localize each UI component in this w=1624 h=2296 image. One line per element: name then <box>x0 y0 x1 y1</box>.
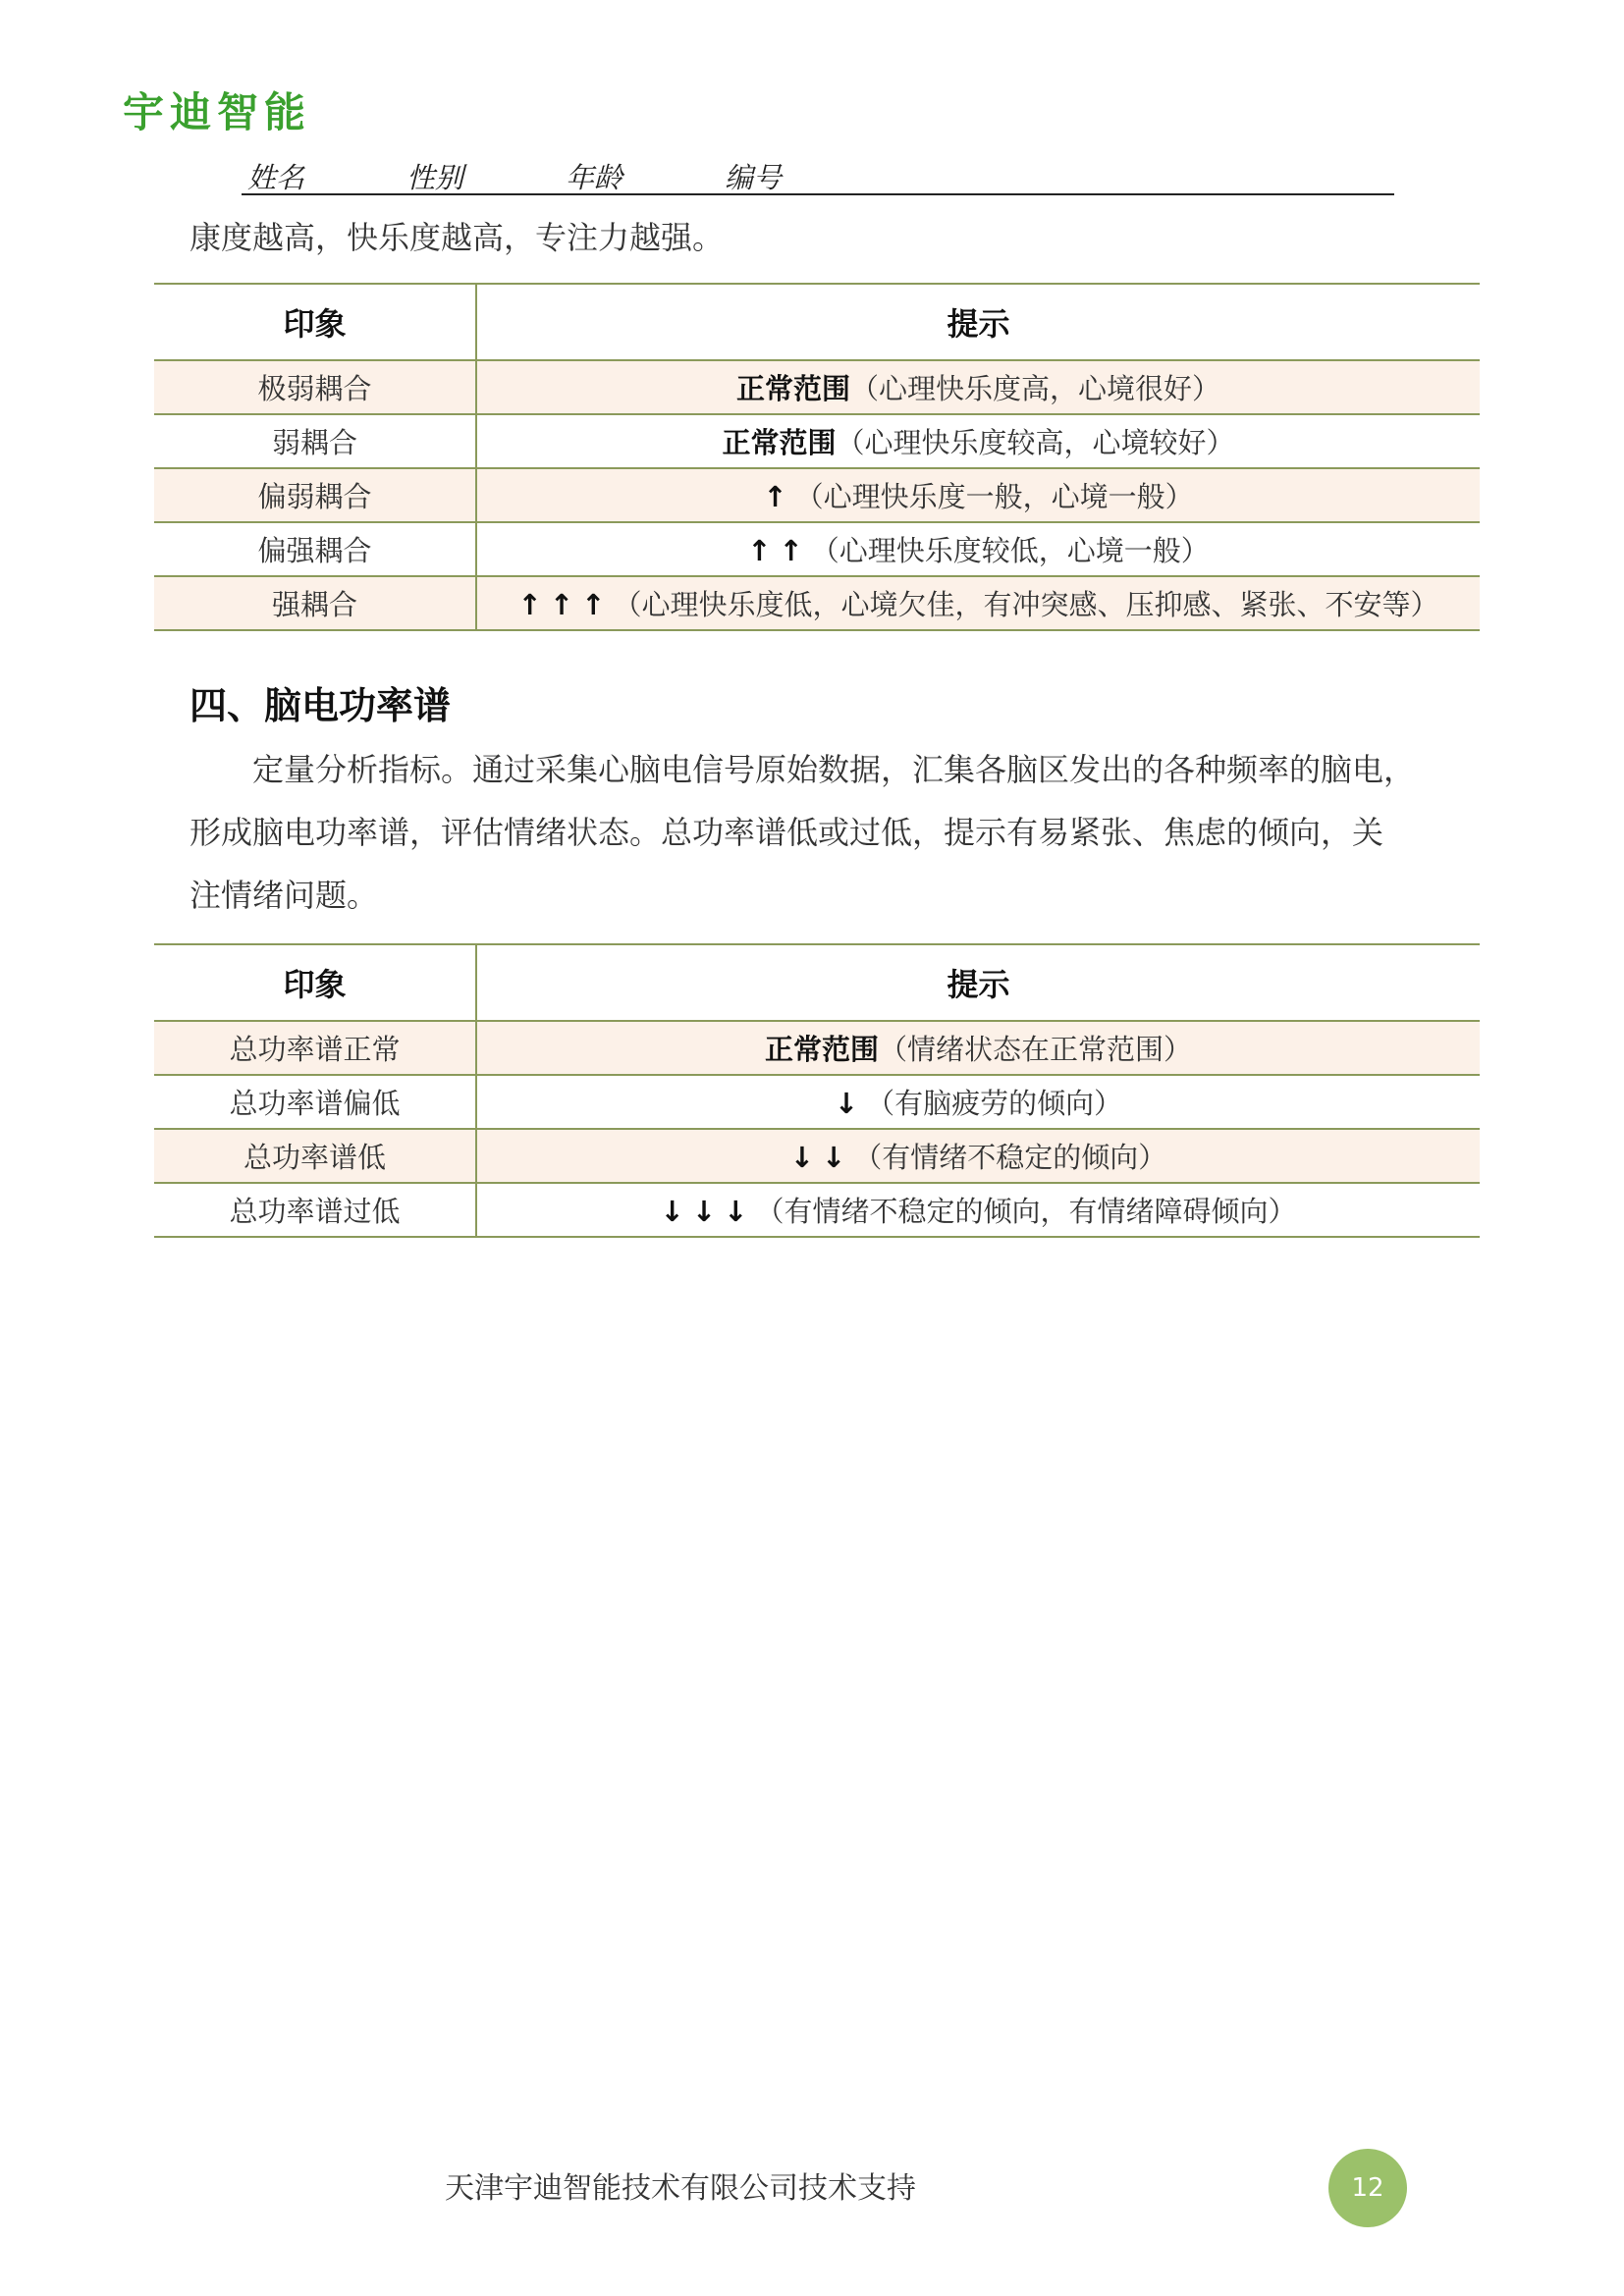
impression-cell: 强耦合 <box>154 576 476 630</box>
impression-cell: 偏弱耦合 <box>154 468 476 522</box>
gender-field-label: 性别 <box>406 161 464 194</box>
up-arrow-icon: ↑ <box>763 480 795 513</box>
table-row <box>154 1129 1480 1183</box>
hint-cell <box>476 360 1480 414</box>
section-paragraph-line: 注情绪问题。 <box>189 877 379 914</box>
age-field-label: 年龄 <box>566 161 623 194</box>
table-row <box>154 1021 1480 1075</box>
hint-cell <box>476 1075 1480 1129</box>
id-field-label: 编号 <box>725 161 783 194</box>
hint-cell <box>476 576 1480 630</box>
company-logo: 宇迪智能 <box>123 88 312 136</box>
hint-note: （情绪状态在正常范围） <box>879 1033 1193 1066</box>
section-paragraph-line: 定量分析指标。通过采集心脑电信号原始数据，汇集各脑区发出的各种频率的脑电， <box>189 751 1416 788</box>
normal-range-label: 正常范围 <box>735 372 850 405</box>
hint-cell <box>476 468 1480 522</box>
table-row <box>154 360 1480 414</box>
section-heading: 四、脑电功率谱 <box>189 684 452 727</box>
normal-range-label: 正常范围 <box>722 426 837 459</box>
impression-header: 印象 <box>154 284 476 360</box>
hint-note: （有情绪不稳定的倾向） <box>853 1141 1167 1174</box>
down-arrow-icon: ↓↓ <box>789 1141 854 1174</box>
down-arrow-icon: ↓↓↓ <box>660 1195 756 1228</box>
hint-cell <box>476 1183 1480 1237</box>
hint-note: （心理快乐度低，心境欠佳，有冲突感、压抑感、紧张、不安等） <box>613 588 1439 621</box>
hint-header: 提示 <box>476 944 1480 1021</box>
table-row <box>154 522 1480 576</box>
impression-cell: 总功率谱偏低 <box>154 1075 476 1129</box>
hint-note: （心理快乐度一般，心境一般） <box>794 480 1194 513</box>
table-header-row <box>154 944 1480 1021</box>
hint-cell <box>476 1021 1480 1075</box>
impression-cell: 弱耦合 <box>154 414 476 468</box>
page-number-badge: 12 <box>1328 2149 1407 2227</box>
up-arrow-icon: ↑↑ <box>747 534 811 567</box>
hint-cell <box>476 1129 1480 1183</box>
coupling-table <box>154 283 1480 631</box>
table-row <box>154 414 1480 468</box>
power-spectrum-table <box>154 943 1480 1238</box>
table-row <box>154 576 1480 630</box>
hint-note: （有情绪不稳定的倾向，有情绪障碍倾向） <box>755 1195 1297 1228</box>
table-row <box>154 1183 1480 1237</box>
hint-note: （心理快乐度高，心境很好） <box>850 372 1221 405</box>
table-header-row <box>154 284 1480 360</box>
section-paragraph-line: 形成脑电功率谱，评估情绪状态。总功率谱低或过低，提示有易紧张、焦虑的倾向，关 <box>189 814 1384 851</box>
hint-note: （心理快乐度较高，心境较好） <box>836 426 1235 459</box>
impression-cell: 总功率谱过低 <box>154 1183 476 1237</box>
impression-cell: 总功率谱低 <box>154 1129 476 1183</box>
intro-paragraph: 康度越高，快乐度越高，专注力越强。 <box>189 219 725 256</box>
impression-cell: 偏强耦合 <box>154 522 476 576</box>
impression-cell: 总功率谱正常 <box>154 1021 476 1075</box>
hint-note: （心理快乐度较低，心境一般） <box>810 534 1210 567</box>
down-arrow-icon: ↓ <box>834 1087 867 1120</box>
impression-cell: 极弱耦合 <box>154 360 476 414</box>
impression-header: 印象 <box>154 944 476 1021</box>
hint-header: 提示 <box>476 284 1480 360</box>
table-row <box>154 468 1480 522</box>
hint-cell <box>476 414 1480 468</box>
hint-cell <box>476 522 1480 576</box>
footer-company-support: 天津宇迪智能技术有限公司技术支持 <box>445 2171 916 2206</box>
table-row <box>154 1075 1480 1129</box>
hint-note: （有脑疲劳的倾向） <box>866 1087 1123 1120</box>
patient-info-line <box>242 152 1394 195</box>
name-field-label: 姓名 <box>247 161 305 194</box>
up-arrow-icon: ↑↑↑ <box>517 588 614 621</box>
normal-range-label: 正常范围 <box>764 1033 879 1066</box>
